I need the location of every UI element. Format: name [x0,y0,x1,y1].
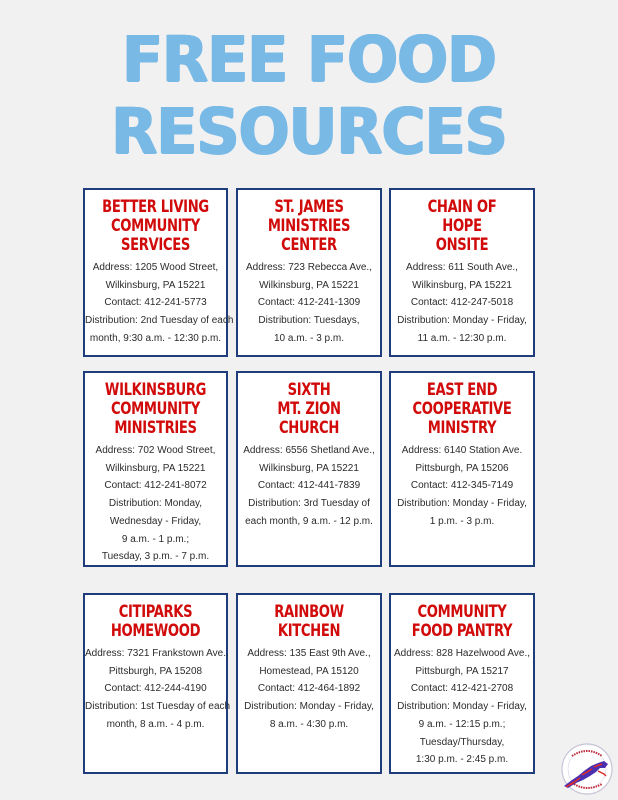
resource-contact: Contact: 412-241-8072 [104,480,207,492]
resource-name: CITIPARKS HOMEWOOD [110,602,201,641]
resource-name: WILKINSBURG COMMUNITY MINISTRIES [104,380,207,438]
resource-card [389,371,535,567]
resource-distribution: Distribution: Tuesdays, [258,315,360,327]
resource-contact: Contact: 412-241-5773 [104,297,207,309]
resource-address: Address: 723 Rebecca Ave., [245,262,372,273]
resource-name: EAST END COOPERATIVE MINISTRY [412,380,512,438]
resource-city: Wilkinsburg, PA 15221 [259,462,359,474]
resource-distribution: each month, 9 a.m. - 12 p.m. [245,515,373,527]
resource-address: Address: 7321 Frankstown Ave., [85,648,229,659]
resource-card [236,371,382,567]
resource-city: Pittsburgh, PA 15217 [415,665,509,677]
resource-address: Address: 135 East 9th Ave., [247,648,371,659]
resource-address: Address: 6140 Station Ave. [401,445,523,456]
resource-distribution: 10 a.m. - 3 p.m. [273,332,345,344]
resource-city: Wilkinsburg, PA 15221 [105,279,206,291]
resource-contact: Contact: 412-345-7149 [410,480,514,492]
resource-card [83,371,228,567]
resource-card [83,593,231,774]
resource-contact: Contact: 412-247-5018 [410,297,514,309]
resource-name: CHAIN OF HOPE ONSITE [427,197,497,255]
resource-address: Address: 6556 Shetland Ave., [243,445,375,456]
resource-name: SIXTH MT. ZION CHURCH [277,380,341,438]
resource-distribution: Distribution: Monday - Friday, [397,498,527,510]
resource-address: Address: 828 Hazelwood Ave., [393,648,530,659]
resource-distribution: Distribution: 1st Tuesday of each [85,701,231,713]
resource-distribution: Distribution: 2nd Tuesday of each [85,315,234,327]
resource-distribution: Distribution: Monday, [108,498,203,510]
resource-distribution: 11 a.m. - 12:30 p.m. [417,332,507,344]
resource-city: Wilkinsburg, PA 15221 [105,462,206,474]
resource-distribution: Distribution: Monday - Friday, [397,315,527,327]
tiger-mascot-logo-icon [558,740,616,798]
resource-card [389,188,535,357]
resource-distribution: 9 a.m. - 1 p.m.; [121,533,190,545]
resource-distribution: month, 9:30 a.m. - 12:30 p.m. [89,332,222,344]
resource-distribution: Distribution: Monday - Friday, [244,701,374,713]
resource-contact: Contact: 412-241-1309 [257,297,361,309]
resource-contact: Contact: 412-244-4190 [104,683,207,695]
resource-card [236,593,382,774]
page-title-line-1: FREE FOOD [122,23,496,97]
resource-distribution: 1 p.m. - 3 p.m. [429,515,495,527]
resource-city: Wilkinsburg, PA 15221 [412,279,512,291]
resource-name: COMMUNITY FOOD PANTRY [411,602,513,641]
resource-card [83,188,234,357]
resource-distribution: 1:30 p.m. - 2:45 p.m. [415,754,509,766]
resource-city: Pittsburgh, PA 15208 [108,665,203,677]
resource-distribution: Distribution: Monday - Friday, [397,701,527,713]
resource-address: Address: 702 Wood Street, [95,445,216,456]
resource-distribution: month, 8 a.m. - 4 p.m. [106,718,205,730]
resource-contact: Contact: 412-441-7839 [257,480,361,492]
resource-distribution: 9 a.m. - 12:15 p.m.; [418,718,506,730]
resource-card [236,188,382,357]
resource-name: BETTER LIVING COMMUNITY SERVICES [102,197,209,255]
resource-name: ST. JAMES MINISTRIES CENTER [267,197,351,255]
resource-contact: Contact: 412-464-1892 [257,683,361,695]
resource-distribution: Distribution: 3rd Tuesday of [248,498,370,510]
resource-card [389,593,535,774]
resource-distribution: Tuesday/Thursday, [419,736,505,748]
resource-address: Address: 1205 Wood Street, [92,262,219,273]
resource-distribution: Tuesday, 3 p.m. - 7 p.m. [101,551,210,563]
page-title-line-2: RESOURCES [111,95,507,169]
resource-city: Pittsburgh, PA 15206 [415,462,509,474]
resource-distribution: Wednesday - Friday, [109,515,202,527]
resource-contact: Contact: 412-421-2708 [410,683,514,695]
resource-city: Wilkinsburg, PA 15221 [259,279,359,291]
resource-address: Address: 611 South Ave., [406,262,518,273]
resource-distribution: 8 a.m. - 4:30 p.m. [269,718,349,730]
resource-city: Homestead, PA 15120 [259,665,359,677]
resource-name: RAINBOW KITCHEN [274,602,344,641]
